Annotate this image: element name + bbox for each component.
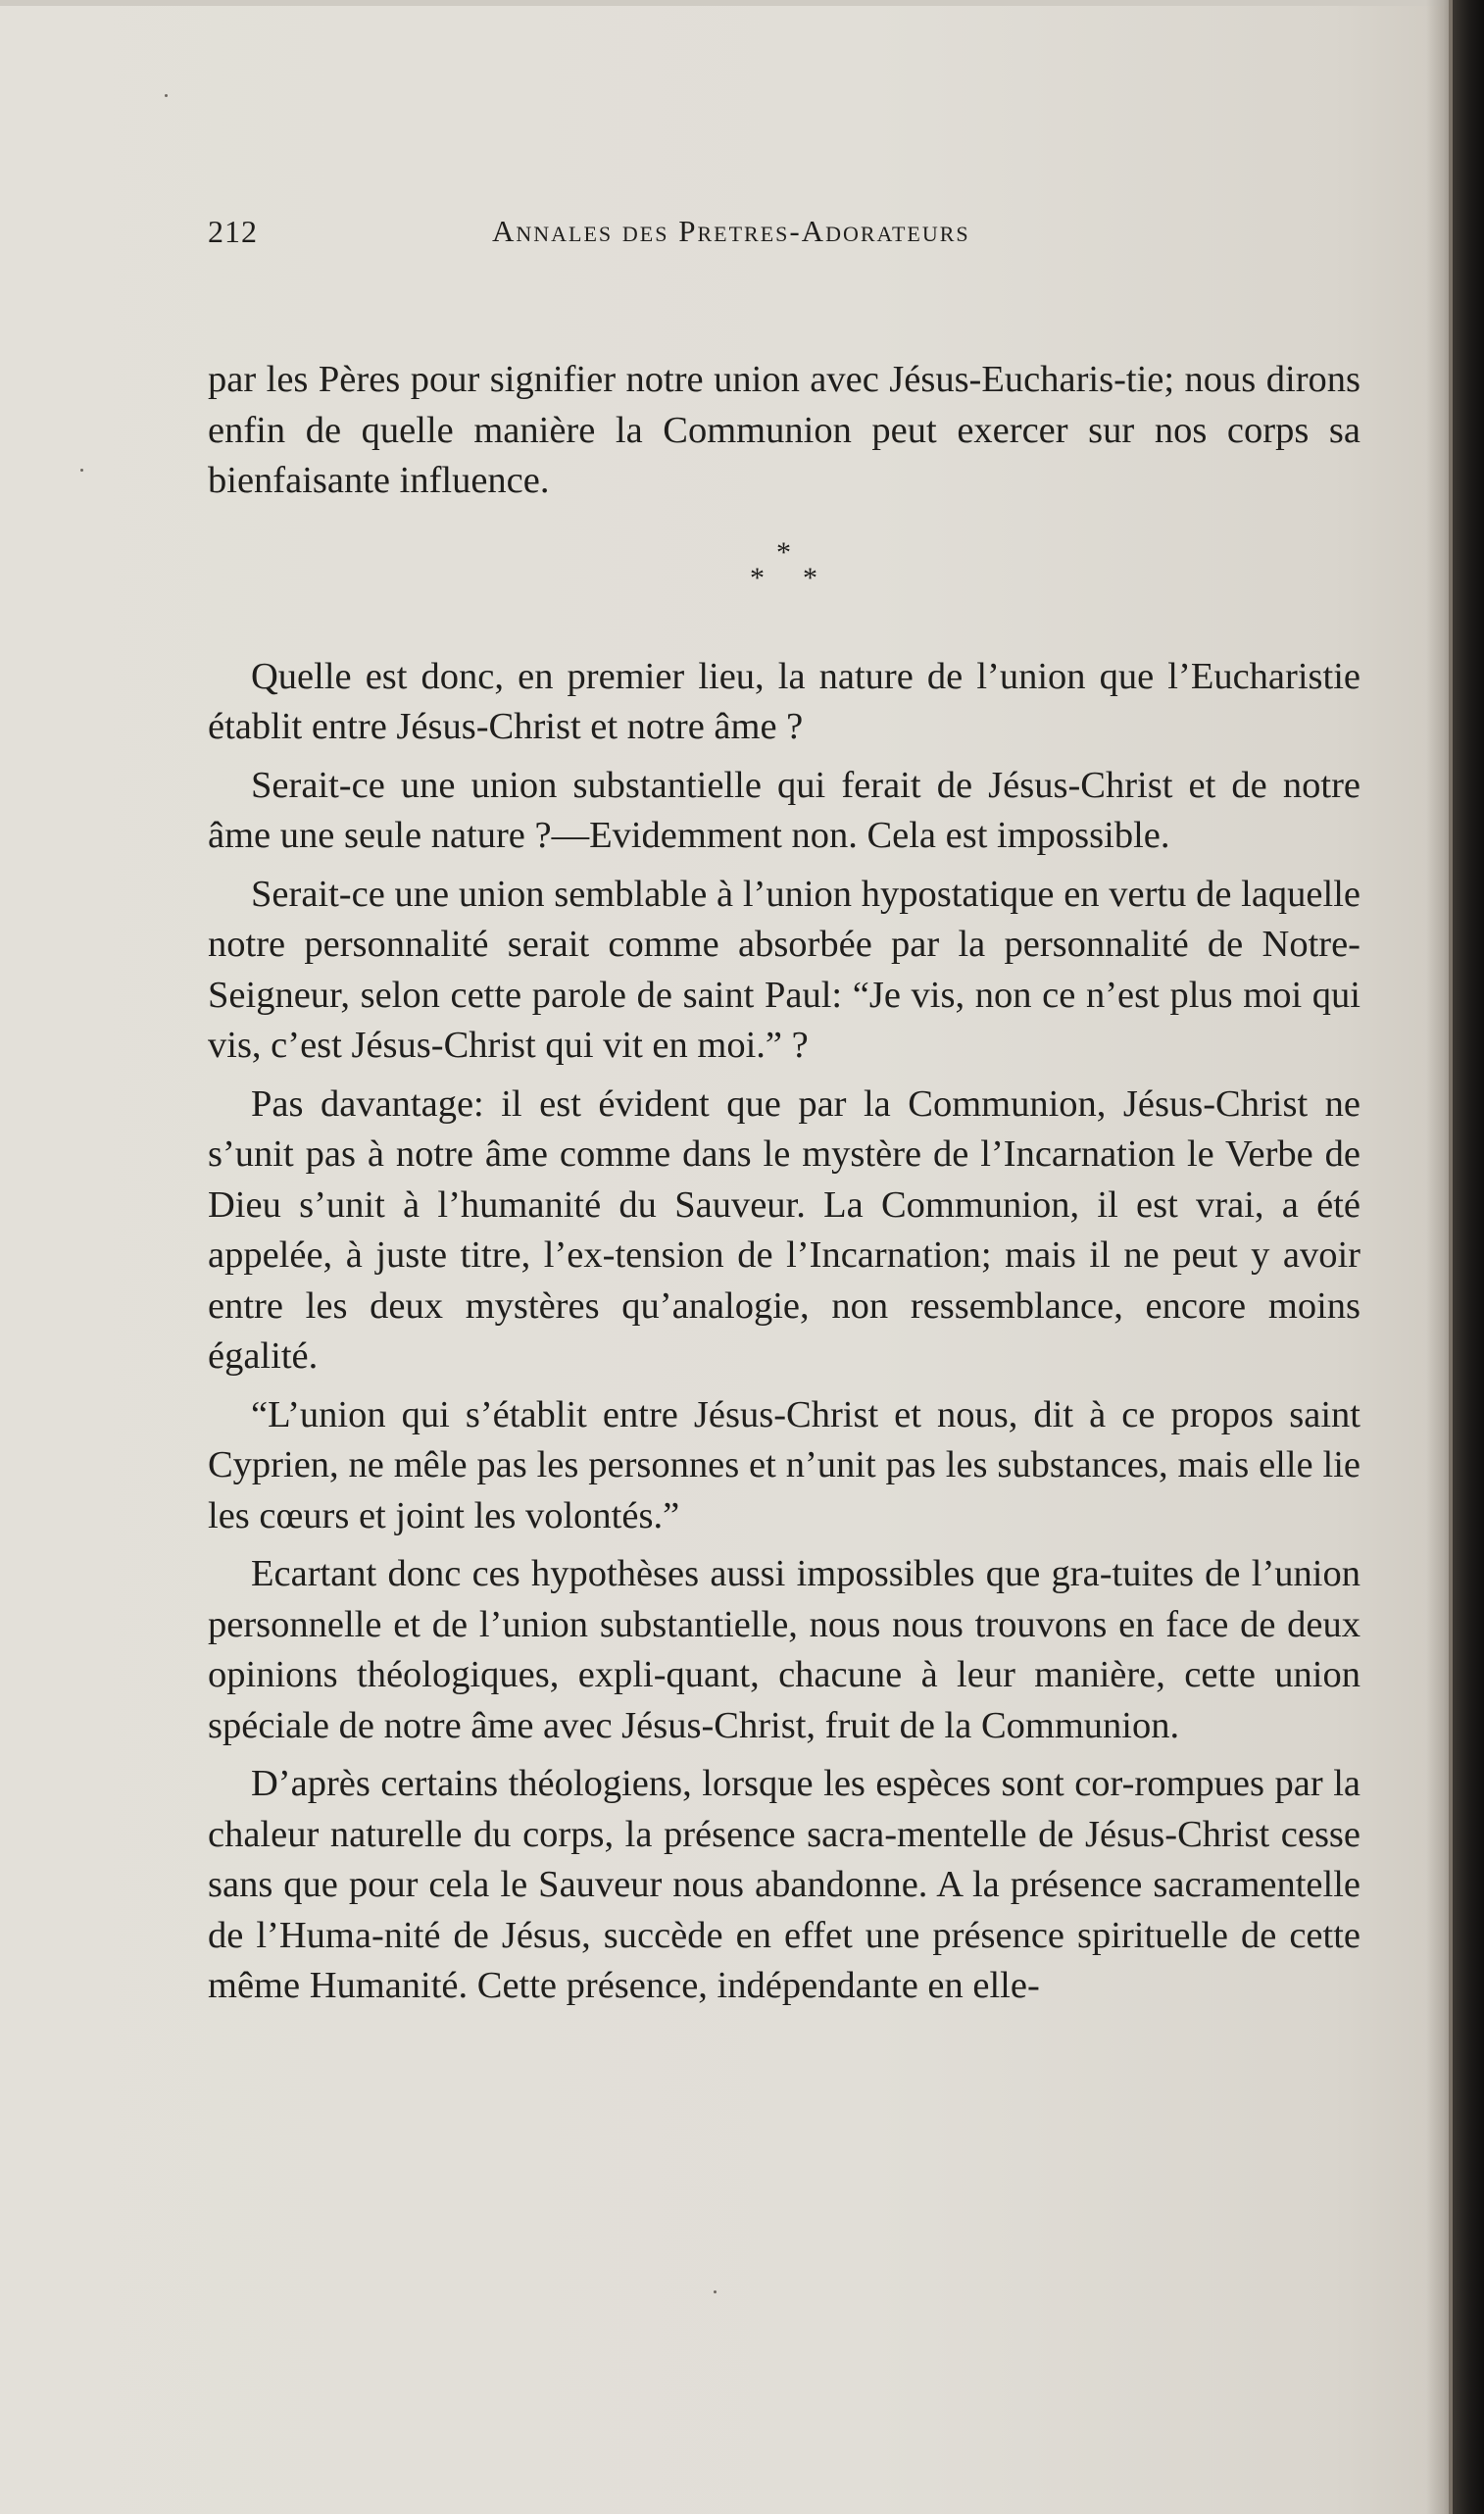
paragraph: Serait-ce une union semblable à l’union hypostatique en vertu de laquelle notre personnalité serait comme absorbée par la personnalité de Notre-Seigneur, selon cette parole de saint Paul: “Je vis, non ce n’est plus moi qui vis, c’est Jésus-Christ qui vit en moi.” ? [208,873,1360,1066]
running-header [208,210,1364,259]
paper-speck [80,469,83,472]
paragraph: Quelle est donc, en premier lieu, la nature de l’union que l’Eucharistie établit entre Jésus-Christ et notre âme ? [208,655,1360,747]
asterism-star: * [776,535,791,569]
paragraph: D’après certains théologiens, lorsque les espèces sont cor-rompues par la chaleur naturelle du corps, la présence sacra-mentelle de Jésus-Christ cesse sans que pour cela le Sauveur nous abandonne. A la présence sacramentelle de l’Huma-nité de Jésus, succède en effet une présence spirituelle de cette même Humanité. Cette présence, indépendante en elle- [208,1763,1360,2006]
paragraph: “L’union qui s’établit entre Jésus-Christ et nous, dit à ce propos saint Cyprien, ne mêle pas les personnes et n’unit pas les substances, mais elle lie les cœurs et joint les volontés.” [208,1393,1360,1536]
paper-speck [165,94,168,97]
asterism-star: * [803,561,817,594]
page-number: 212 [208,214,258,249]
paragraph: Serait-ce une union substantielle qui ferait de Jésus-Christ et de notre âme une seule nature ?—Evidemment non. Cela est impossible. [208,764,1360,856]
book-spine [1453,0,1484,2514]
running-title: Annales des Pretres-Adorateurs [492,214,970,248]
asterism-star: * [750,561,765,594]
paragraph: Ecartant donc ces hypothèses aussi impossibles que gra-tuites de l’union personnelle et de l’union substantielle, nous nous trouvons en face de deux opinions théologiques, expli-quant, chacune à leur manière, cette union spéciale de notre âme avec Jésus-Christ, fruit de la Communion. [208,1553,1360,1746]
paragraph: par les Pères pour signifier notre union avec Jésus-Eucharis-tie; nous dirons enfin de quelle manière la Communion peut exercer sur nos corps sa bienfaisante influence. [208,359,1360,501]
paragraph: Pas davantage: il est évident que par la Communion, Jésus-Christ ne s’unit pas à notre âme comme dans le mystère de l’Incarnation le Verbe de Dieu s’unit à l’humanité du Sauveur. La Communion, il est vrai, a été appelée, à juste titre, l’ex-tension de l’Incarnation; mais il ne peut y avoir entre les deux mystères qu’analogie, non ressemblance, encore moins égalité. [208,1082,1360,1377]
paper-speck [714,2290,717,2293]
page-top-edge [0,0,1451,6]
body-text [208,355,1360,2012]
section-break-asterism [208,507,1360,652]
